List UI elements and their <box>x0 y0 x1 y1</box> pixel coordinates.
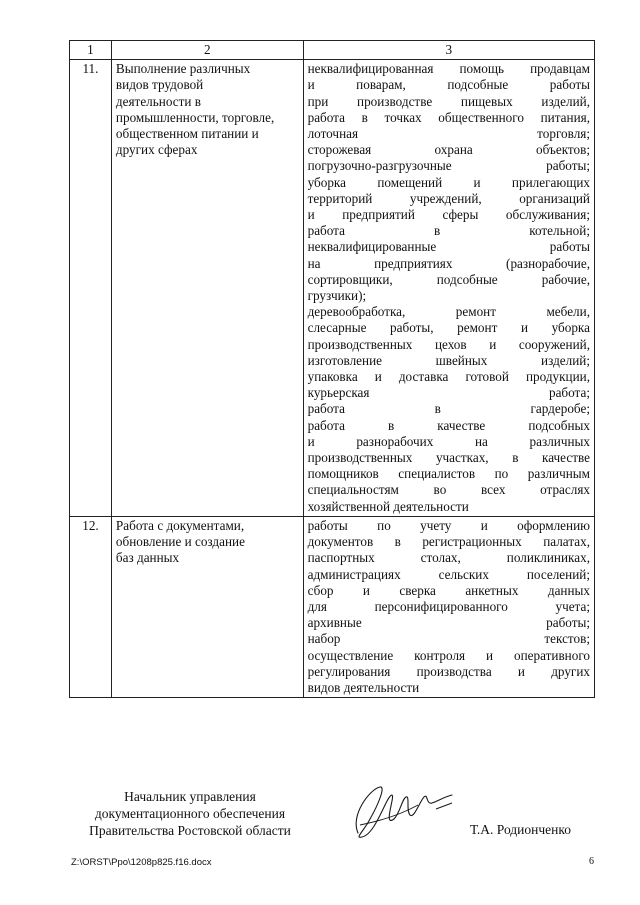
work-type-line: неквалифицированные работы <box>307 239 590 255</box>
work-type-line: деревообработка, ремонт мебели, <box>307 304 590 320</box>
work-type-line: лоточная торговля; <box>307 126 590 142</box>
work-type-line: неквалифицированная помощь продавцам <box>307 61 590 77</box>
work-type-line: изготовление швейных изделий; <box>307 352 590 368</box>
work-type-line: грузчики); <box>307 288 367 304</box>
handwritten-signature <box>340 775 460 845</box>
work-types <box>303 60 594 517</box>
column-header: 1 <box>70 41 112 60</box>
work-type-line: для персонифицированного учета; <box>307 598 590 614</box>
work-type-line: специальностям во всех отраслях <box>307 482 590 498</box>
work-type-line: территорий учреждений, организаций <box>307 190 590 206</box>
row-number: 11. <box>70 60 112 517</box>
activity-name <box>111 60 303 517</box>
activity-name-line: Выполнение различных <box>115 61 251 77</box>
activity-table <box>69 40 595 698</box>
table-header-row <box>70 41 595 60</box>
work-type-line: документов в регистрационных палатах, <box>307 534 590 550</box>
work-type-line: производственных участках, в качестве <box>307 450 590 466</box>
activity-name-line: Работа с документами, <box>115 517 245 533</box>
work-type-line: курьерская работа; <box>307 385 590 401</box>
activity-name-line: деятельности в <box>115 93 201 109</box>
work-types <box>303 516 594 697</box>
work-type-line: работа в качестве подсобных <box>307 417 590 433</box>
work-type-line: и поварам, подсобные работы <box>307 77 590 93</box>
work-type-line: погрузочно-разгрузочные работы; <box>307 158 590 174</box>
activity-name-line: баз данных <box>115 550 180 566</box>
work-type-line: архивные работы; <box>307 615 590 631</box>
signatory-title <box>70 788 310 839</box>
work-type-line: и разнорабочих на различных <box>307 433 590 449</box>
work-type-line: и предприятий сферы обслуживания; <box>307 207 590 223</box>
work-type-line: работа в точках общественного питания, <box>307 109 590 125</box>
row-number: 12. <box>70 516 112 697</box>
activity-name-line: других сферах <box>115 142 198 158</box>
work-type-line: слесарные работы, ремонт и уборка <box>307 320 590 336</box>
activity-name-line: общественном питании и <box>115 126 259 142</box>
work-type-line: помощников специалистов по различным <box>307 466 590 482</box>
work-type-line: сбор и сверка анкетных данных <box>307 582 590 598</box>
column-header: 2 <box>111 41 303 60</box>
activity-name <box>111 516 303 697</box>
work-type-line: видов деятельности <box>307 679 420 695</box>
work-type-line: сортировщики, подсобные рабочие, <box>307 271 590 287</box>
work-type-line: хозяйственной деятельности <box>307 498 469 514</box>
column-header: 3 <box>303 41 594 60</box>
table-row <box>70 516 595 697</box>
work-type-line: при производстве пищевых изделий, <box>307 93 590 109</box>
file-path: Z:\ORST\Ppo\1208p825.f16.docx <box>71 857 212 868</box>
work-type-line: работа в гардеробе; <box>307 401 590 417</box>
activity-name-line: промышленности, торговле, <box>115 109 275 125</box>
table-row <box>70 60 595 517</box>
work-type-line: производственных цехов и сооружений, <box>307 336 590 352</box>
work-type-line: паспортных столах, поликлиниках, <box>307 550 590 566</box>
work-type-line: работы по учету и оформлению <box>307 517 590 533</box>
signatory-title-line: документационного обеспечения <box>94 806 286 821</box>
page-number: 6 <box>589 856 594 867</box>
signatory-title-line: Начальник управления <box>124 789 256 804</box>
work-type-line: работа в котельной; <box>307 223 590 239</box>
activity-name-line: видов трудовой <box>115 77 204 93</box>
signatory-name: Т.А. Родионченко <box>470 822 571 837</box>
activity-name-line: обновление и создание <box>115 534 245 550</box>
work-type-line: уборка помещений и прилегающих <box>307 174 590 190</box>
work-type-line: регулирования производства и других <box>307 663 590 679</box>
work-type-line: сторожевая охрана объектов; <box>307 142 590 158</box>
signatory-title-line: Правительства Ростовской области <box>89 823 291 838</box>
work-type-line: набор текстов; <box>307 631 590 647</box>
work-type-line: упаковка и доставка готовой продукции, <box>307 369 590 385</box>
work-type-line: на предприятиях (разнорабочие, <box>307 255 590 271</box>
work-type-line: осуществление контроля и оперативного <box>307 647 590 663</box>
work-type-line: администрациях сельских поселений; <box>307 566 590 582</box>
